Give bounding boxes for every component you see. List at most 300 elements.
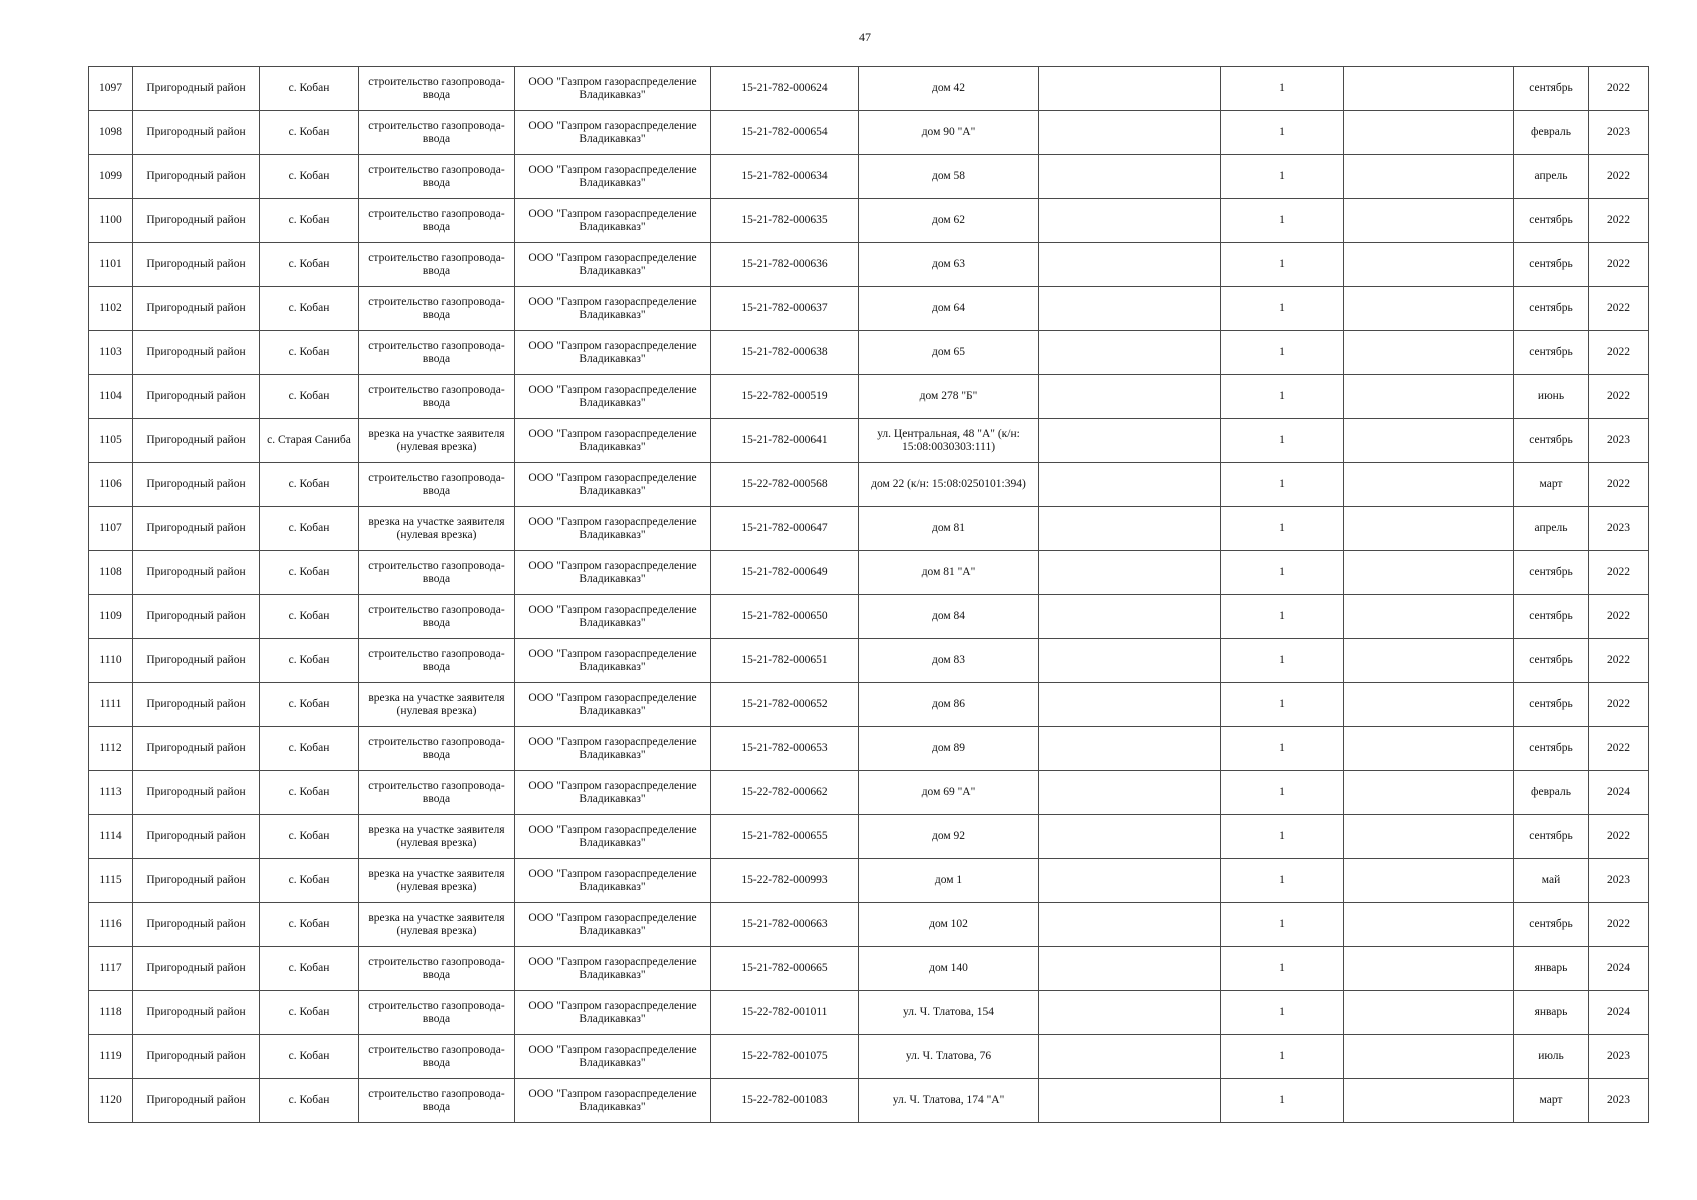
cell-application-code: 15-22-782-000519 xyxy=(711,375,859,419)
cell-district: Пригородный район xyxy=(133,815,260,859)
cell-month: сентябрь xyxy=(1514,243,1589,287)
table-row xyxy=(89,419,1649,463)
cell-district: Пригородный район xyxy=(133,903,260,947)
cell-work-type: врезка на участке заявителя (нулевая врезка) xyxy=(359,859,515,903)
cell-quantity: 1 xyxy=(1221,595,1344,639)
cell-address: ул. Ч. Тлатова, 174 "А" xyxy=(859,1079,1039,1123)
cell-application-code: 15-22-782-000993 xyxy=(711,859,859,903)
cell-empty xyxy=(1039,815,1221,859)
page-number: 47 xyxy=(859,30,871,44)
cell-organization: ООО "Газпром газораспределение Владикавказ" xyxy=(515,67,711,111)
cell-number: 1109 xyxy=(89,595,133,639)
cell-empty xyxy=(1344,111,1514,155)
cell-settlement: с. Кобан xyxy=(260,683,359,727)
cell-organization: ООО "Газпром газораспределение Владикавказ" xyxy=(515,463,711,507)
cell-application-code: 15-21-782-000647 xyxy=(711,507,859,551)
cell-settlement: с. Старая Саниба xyxy=(260,419,359,463)
table-row xyxy=(89,551,1649,595)
cell-address: дом 69 "А" xyxy=(859,771,1039,815)
cell-address: дом 42 xyxy=(859,67,1039,111)
cell-application-code: 15-21-782-000634 xyxy=(711,155,859,199)
cell-month: сентябрь xyxy=(1514,639,1589,683)
cell-month: сентябрь xyxy=(1514,727,1589,771)
cell-settlement: с. Кобан xyxy=(260,243,359,287)
registry-table xyxy=(88,66,1649,1123)
cell-application-code: 15-21-782-000624 xyxy=(711,67,859,111)
table-row xyxy=(89,67,1649,111)
cell-application-code: 15-22-782-000568 xyxy=(711,463,859,507)
cell-work-type: врезка на участке заявителя (нулевая врезка) xyxy=(359,815,515,859)
cell-empty xyxy=(1039,683,1221,727)
table-row xyxy=(89,243,1649,287)
cell-application-code: 15-21-782-000654 xyxy=(711,111,859,155)
cell-settlement: с. Кобан xyxy=(260,815,359,859)
cell-empty xyxy=(1344,331,1514,375)
cell-organization: ООО "Газпром газораспределение Владикавказ" xyxy=(515,551,711,595)
cell-empty xyxy=(1039,1079,1221,1123)
cell-empty xyxy=(1344,771,1514,815)
cell-year: 2023 xyxy=(1589,859,1649,903)
registry-body xyxy=(89,67,1649,1123)
cell-work-type: строительство газопровода-ввода xyxy=(359,199,515,243)
cell-empty xyxy=(1344,507,1514,551)
cell-settlement: с. Кобан xyxy=(260,375,359,419)
cell-work-type: строительство газопровода-ввода xyxy=(359,243,515,287)
table-row xyxy=(89,639,1649,683)
cell-month: февраль xyxy=(1514,771,1589,815)
cell-quantity: 1 xyxy=(1221,507,1344,551)
cell-number: 1110 xyxy=(89,639,133,683)
cell-settlement: с. Кобан xyxy=(260,903,359,947)
cell-settlement: с. Кобан xyxy=(260,859,359,903)
cell-settlement: с. Кобан xyxy=(260,287,359,331)
cell-organization: ООО "Газпром газораспределение Владикавказ" xyxy=(515,727,711,771)
cell-work-type: строительство газопровода-ввода xyxy=(359,331,515,375)
cell-empty xyxy=(1039,595,1221,639)
cell-settlement: с. Кобан xyxy=(260,463,359,507)
cell-quantity: 1 xyxy=(1221,67,1344,111)
cell-month: сентябрь xyxy=(1514,331,1589,375)
cell-application-code: 15-21-782-000641 xyxy=(711,419,859,463)
cell-work-type: строительство газопровода-ввода xyxy=(359,639,515,683)
cell-address: дом 278 "Б" xyxy=(859,375,1039,419)
cell-district: Пригородный район xyxy=(133,331,260,375)
cell-year: 2022 xyxy=(1589,551,1649,595)
table-row xyxy=(89,815,1649,859)
cell-organization: ООО "Газпром газораспределение Владикавказ" xyxy=(515,859,711,903)
cell-district: Пригородный район xyxy=(133,639,260,683)
cell-year: 2022 xyxy=(1589,639,1649,683)
table-row xyxy=(89,859,1649,903)
table-row xyxy=(89,1035,1649,1079)
cell-district: Пригородный район xyxy=(133,683,260,727)
cell-application-code: 15-21-782-000635 xyxy=(711,199,859,243)
cell-district: Пригородный район xyxy=(133,463,260,507)
cell-settlement: с. Кобан xyxy=(260,67,359,111)
cell-number: 1097 xyxy=(89,67,133,111)
cell-quantity: 1 xyxy=(1221,859,1344,903)
cell-settlement: с. Кобан xyxy=(260,331,359,375)
cell-quantity: 1 xyxy=(1221,947,1344,991)
cell-number: 1100 xyxy=(89,199,133,243)
table-row xyxy=(89,771,1649,815)
cell-quantity: 1 xyxy=(1221,111,1344,155)
table-row xyxy=(89,199,1649,243)
cell-year: 2022 xyxy=(1589,287,1649,331)
cell-settlement: с. Кобан xyxy=(260,111,359,155)
cell-month: сентябрь xyxy=(1514,683,1589,727)
cell-work-type: строительство газопровода-ввода xyxy=(359,991,515,1035)
cell-number: 1104 xyxy=(89,375,133,419)
cell-year: 2024 xyxy=(1589,947,1649,991)
cell-month: сентябрь xyxy=(1514,199,1589,243)
cell-address: ул. Ч. Тлатова, 76 xyxy=(859,1035,1039,1079)
cell-month: сентябрь xyxy=(1514,595,1589,639)
cell-address: дом 65 xyxy=(859,331,1039,375)
cell-year: 2022 xyxy=(1589,67,1649,111)
cell-application-code: 15-21-782-000665 xyxy=(711,947,859,991)
cell-application-code: 15-21-782-000650 xyxy=(711,595,859,639)
cell-application-code: 15-21-782-000651 xyxy=(711,639,859,683)
cell-year: 2022 xyxy=(1589,463,1649,507)
cell-year: 2023 xyxy=(1589,507,1649,551)
cell-settlement: с. Кобан xyxy=(260,595,359,639)
cell-quantity: 1 xyxy=(1221,903,1344,947)
table-row xyxy=(89,331,1649,375)
cell-district: Пригородный район xyxy=(133,287,260,331)
cell-settlement: с. Кобан xyxy=(260,551,359,595)
cell-quantity: 1 xyxy=(1221,287,1344,331)
cell-number: 1108 xyxy=(89,551,133,595)
cell-year: 2022 xyxy=(1589,727,1649,771)
cell-month: январь xyxy=(1514,947,1589,991)
cell-work-type: врезка на участке заявителя (нулевая врезка) xyxy=(359,683,515,727)
cell-month: сентябрь xyxy=(1514,903,1589,947)
cell-application-code: 15-22-782-001075 xyxy=(711,1035,859,1079)
cell-year: 2023 xyxy=(1589,1079,1649,1123)
cell-month: сентябрь xyxy=(1514,287,1589,331)
cell-empty xyxy=(1039,67,1221,111)
cell-address: дом 64 xyxy=(859,287,1039,331)
cell-quantity: 1 xyxy=(1221,155,1344,199)
cell-empty xyxy=(1039,947,1221,991)
cell-address: дом 63 xyxy=(859,243,1039,287)
cell-number: 1113 xyxy=(89,771,133,815)
cell-quantity: 1 xyxy=(1221,727,1344,771)
table-row xyxy=(89,727,1649,771)
table-row xyxy=(89,287,1649,331)
cell-empty xyxy=(1344,287,1514,331)
cell-year: 2022 xyxy=(1589,243,1649,287)
table-row xyxy=(89,1079,1649,1123)
cell-number: 1116 xyxy=(89,903,133,947)
cell-year: 2022 xyxy=(1589,815,1649,859)
table-row xyxy=(89,463,1649,507)
cell-quantity: 1 xyxy=(1221,243,1344,287)
cell-district: Пригородный район xyxy=(133,859,260,903)
cell-number: 1114 xyxy=(89,815,133,859)
cell-district: Пригородный район xyxy=(133,595,260,639)
cell-quantity: 1 xyxy=(1221,419,1344,463)
cell-empty xyxy=(1039,375,1221,419)
cell-year: 2022 xyxy=(1589,199,1649,243)
cell-organization: ООО "Газпром газораспределение Владикавказ" xyxy=(515,595,711,639)
cell-quantity: 1 xyxy=(1221,815,1344,859)
cell-address: дом 86 xyxy=(859,683,1039,727)
cell-application-code: 15-21-782-000653 xyxy=(711,727,859,771)
cell-month: сентябрь xyxy=(1514,67,1589,111)
cell-empty xyxy=(1344,199,1514,243)
cell-organization: ООО "Газпром газораспределение Владикавказ" xyxy=(515,419,711,463)
cell-address: дом 90 "А" xyxy=(859,111,1039,155)
cell-organization: ООО "Газпром газораспределение Владикавказ" xyxy=(515,771,711,815)
cell-quantity: 1 xyxy=(1221,463,1344,507)
cell-address: дом 92 xyxy=(859,815,1039,859)
cell-empty xyxy=(1344,595,1514,639)
cell-empty xyxy=(1344,551,1514,595)
cell-work-type: врезка на участке заявителя (нулевая врезка) xyxy=(359,507,515,551)
cell-number: 1119 xyxy=(89,1035,133,1079)
cell-month: февраль xyxy=(1514,111,1589,155)
cell-address: дом 62 xyxy=(859,199,1039,243)
cell-work-type: строительство газопровода-ввода xyxy=(359,111,515,155)
cell-work-type: строительство газопровода-ввода xyxy=(359,1079,515,1123)
cell-settlement: с. Кобан xyxy=(260,1035,359,1079)
cell-empty xyxy=(1039,903,1221,947)
cell-empty xyxy=(1039,111,1221,155)
cell-empty xyxy=(1039,287,1221,331)
cell-organization: ООО "Газпром газораспределение Владикавказ" xyxy=(515,111,711,155)
cell-empty xyxy=(1344,419,1514,463)
cell-empty xyxy=(1344,727,1514,771)
cell-empty xyxy=(1344,375,1514,419)
cell-empty xyxy=(1039,991,1221,1035)
cell-year: 2022 xyxy=(1589,375,1649,419)
cell-application-code: 15-22-782-001011 xyxy=(711,991,859,1035)
cell-work-type: врезка на участке заявителя (нулевая врезка) xyxy=(359,419,515,463)
cell-number: 1102 xyxy=(89,287,133,331)
cell-month: июнь xyxy=(1514,375,1589,419)
cell-work-type: строительство газопровода-ввода xyxy=(359,287,515,331)
cell-number: 1111 xyxy=(89,683,133,727)
cell-month: апрель xyxy=(1514,507,1589,551)
cell-settlement: с. Кобан xyxy=(260,947,359,991)
cell-settlement: с. Кобан xyxy=(260,639,359,683)
cell-district: Пригородный район xyxy=(133,199,260,243)
cell-year: 2022 xyxy=(1589,331,1649,375)
cell-organization: ООО "Газпром газораспределение Владикавказ" xyxy=(515,199,711,243)
cell-empty xyxy=(1344,1079,1514,1123)
cell-district: Пригородный район xyxy=(133,243,260,287)
cell-empty xyxy=(1039,331,1221,375)
cell-number: 1117 xyxy=(89,947,133,991)
cell-year: 2022 xyxy=(1589,903,1649,947)
cell-empty xyxy=(1039,419,1221,463)
cell-number: 1120 xyxy=(89,1079,133,1123)
cell-month: январь xyxy=(1514,991,1589,1035)
cell-work-type: строительство газопровода-ввода xyxy=(359,375,515,419)
table-row xyxy=(89,683,1649,727)
cell-work-type: строительство газопровода-ввода xyxy=(359,595,515,639)
cell-settlement: с. Кобан xyxy=(260,991,359,1035)
cell-quantity: 1 xyxy=(1221,551,1344,595)
cell-settlement: с. Кобан xyxy=(260,727,359,771)
cell-empty xyxy=(1039,1035,1221,1079)
cell-work-type: строительство газопровода-ввода xyxy=(359,727,515,771)
cell-month: сентябрь xyxy=(1514,419,1589,463)
cell-address: дом 83 xyxy=(859,639,1039,683)
cell-district: Пригородный район xyxy=(133,419,260,463)
cell-settlement: с. Кобан xyxy=(260,155,359,199)
cell-organization: ООО "Газпром газораспределение Владикавказ" xyxy=(515,683,711,727)
cell-organization: ООО "Газпром газораспределение Владикавказ" xyxy=(515,639,711,683)
cell-empty xyxy=(1344,947,1514,991)
cell-empty xyxy=(1039,155,1221,199)
cell-application-code: 15-21-782-000636 xyxy=(711,243,859,287)
cell-address: дом 89 xyxy=(859,727,1039,771)
cell-number: 1112 xyxy=(89,727,133,771)
cell-empty xyxy=(1344,903,1514,947)
cell-empty xyxy=(1039,243,1221,287)
cell-year: 2023 xyxy=(1589,111,1649,155)
cell-work-type: строительство газопровода-ввода xyxy=(359,771,515,815)
cell-quantity: 1 xyxy=(1221,375,1344,419)
cell-empty xyxy=(1039,859,1221,903)
cell-district: Пригородный район xyxy=(133,111,260,155)
cell-empty xyxy=(1344,639,1514,683)
cell-empty xyxy=(1039,199,1221,243)
cell-organization: ООО "Газпром газораспределение Владикавказ" xyxy=(515,507,711,551)
cell-month: март xyxy=(1514,1079,1589,1123)
cell-number: 1101 xyxy=(89,243,133,287)
cell-empty xyxy=(1344,243,1514,287)
cell-quantity: 1 xyxy=(1221,991,1344,1035)
cell-empty xyxy=(1039,727,1221,771)
cell-number: 1118 xyxy=(89,991,133,1035)
cell-application-code: 15-21-782-000638 xyxy=(711,331,859,375)
cell-empty xyxy=(1344,859,1514,903)
cell-district: Пригородный район xyxy=(133,155,260,199)
table-row xyxy=(89,903,1649,947)
cell-month: сентябрь xyxy=(1514,551,1589,595)
cell-empty xyxy=(1039,463,1221,507)
cell-settlement: с. Кобан xyxy=(260,199,359,243)
cell-month: апрель xyxy=(1514,155,1589,199)
cell-quantity: 1 xyxy=(1221,771,1344,815)
cell-month: июль xyxy=(1514,1035,1589,1079)
cell-quantity: 1 xyxy=(1221,1079,1344,1123)
table-row xyxy=(89,111,1649,155)
cell-application-code: 15-22-782-001083 xyxy=(711,1079,859,1123)
cell-organization: ООО "Газпром газораспределение Владикавказ" xyxy=(515,287,711,331)
cell-address: ул. Ч. Тлатова, 154 xyxy=(859,991,1039,1035)
cell-quantity: 1 xyxy=(1221,639,1344,683)
cell-work-type: строительство газопровода-ввода xyxy=(359,551,515,595)
cell-year: 2024 xyxy=(1589,771,1649,815)
cell-organization: ООО "Газпром газораспределение Владикавказ" xyxy=(515,1079,711,1123)
cell-year: 2022 xyxy=(1589,155,1649,199)
cell-organization: ООО "Газпром газораспределение Владикавказ" xyxy=(515,155,711,199)
cell-work-type: строительство газопровода-ввода xyxy=(359,947,515,991)
cell-empty xyxy=(1344,991,1514,1035)
cell-address: дом 1 xyxy=(859,859,1039,903)
table-row xyxy=(89,947,1649,991)
cell-district: Пригородный район xyxy=(133,551,260,595)
cell-application-code: 15-21-782-000652 xyxy=(711,683,859,727)
cell-year: 2023 xyxy=(1589,419,1649,463)
cell-address: дом 81 xyxy=(859,507,1039,551)
cell-year: 2023 xyxy=(1589,1035,1649,1079)
cell-empty xyxy=(1039,771,1221,815)
table-row xyxy=(89,595,1649,639)
cell-district: Пригородный район xyxy=(133,991,260,1035)
table-row xyxy=(89,991,1649,1035)
cell-district: Пригородный район xyxy=(133,727,260,771)
cell-application-code: 15-22-782-000662 xyxy=(711,771,859,815)
cell-empty xyxy=(1344,815,1514,859)
cell-empty xyxy=(1344,1035,1514,1079)
cell-settlement: с. Кобан xyxy=(260,507,359,551)
cell-work-type: врезка на участке заявителя (нулевая врезка) xyxy=(359,903,515,947)
cell-empty xyxy=(1039,639,1221,683)
cell-organization: ООО "Газпром газораспределение Владикавказ" xyxy=(515,991,711,1035)
cell-number: 1115 xyxy=(89,859,133,903)
cell-address: дом 102 xyxy=(859,903,1039,947)
cell-quantity: 1 xyxy=(1221,331,1344,375)
cell-settlement: с. Кобан xyxy=(260,771,359,815)
cell-organization: ООО "Газпром газораспределение Владикавказ" xyxy=(515,243,711,287)
cell-address: дом 22 (к/н: 15:08:0250101:394) xyxy=(859,463,1039,507)
cell-district: Пригородный район xyxy=(133,67,260,111)
cell-empty xyxy=(1344,155,1514,199)
cell-number: 1107 xyxy=(89,507,133,551)
cell-number: 1098 xyxy=(89,111,133,155)
cell-application-code: 15-21-782-000663 xyxy=(711,903,859,947)
cell-work-type: строительство газопровода-ввода xyxy=(359,155,515,199)
cell-quantity: 1 xyxy=(1221,199,1344,243)
cell-organization: ООО "Газпром газораспределение Владикавказ" xyxy=(515,375,711,419)
cell-district: Пригородный район xyxy=(133,1079,260,1123)
cell-number: 1099 xyxy=(89,155,133,199)
cell-organization: ООО "Газпром газораспределение Владикавказ" xyxy=(515,1035,711,1079)
cell-district: Пригородный район xyxy=(133,507,260,551)
cell-number: 1103 xyxy=(89,331,133,375)
cell-year: 2022 xyxy=(1589,683,1649,727)
cell-district: Пригородный район xyxy=(133,771,260,815)
cell-district: Пригородный район xyxy=(133,1035,260,1079)
cell-quantity: 1 xyxy=(1221,683,1344,727)
cell-address: дом 84 xyxy=(859,595,1039,639)
cell-month: май xyxy=(1514,859,1589,903)
cell-empty xyxy=(1039,507,1221,551)
cell-work-type: строительство газопровода-ввода xyxy=(359,67,515,111)
cell-settlement: с. Кобан xyxy=(260,1079,359,1123)
cell-address: дом 140 xyxy=(859,947,1039,991)
cell-organization: ООО "Газпром газораспределение Владикавказ" xyxy=(515,903,711,947)
table-row xyxy=(89,155,1649,199)
table-row xyxy=(89,507,1649,551)
cell-year: 2022 xyxy=(1589,595,1649,639)
cell-district: Пригородный район xyxy=(133,375,260,419)
cell-address: ул. Центральная, 48 "А" (к/н: 15:08:0030303:111) xyxy=(859,419,1039,463)
cell-empty xyxy=(1039,551,1221,595)
cell-empty xyxy=(1344,463,1514,507)
cell-organization: ООО "Газпром газораспределение Владикавказ" xyxy=(515,331,711,375)
cell-organization: ООО "Газпром газораспределение Владикавказ" xyxy=(515,947,711,991)
cell-month: сентябрь xyxy=(1514,815,1589,859)
cell-number: 1105 xyxy=(89,419,133,463)
cell-empty xyxy=(1344,67,1514,111)
